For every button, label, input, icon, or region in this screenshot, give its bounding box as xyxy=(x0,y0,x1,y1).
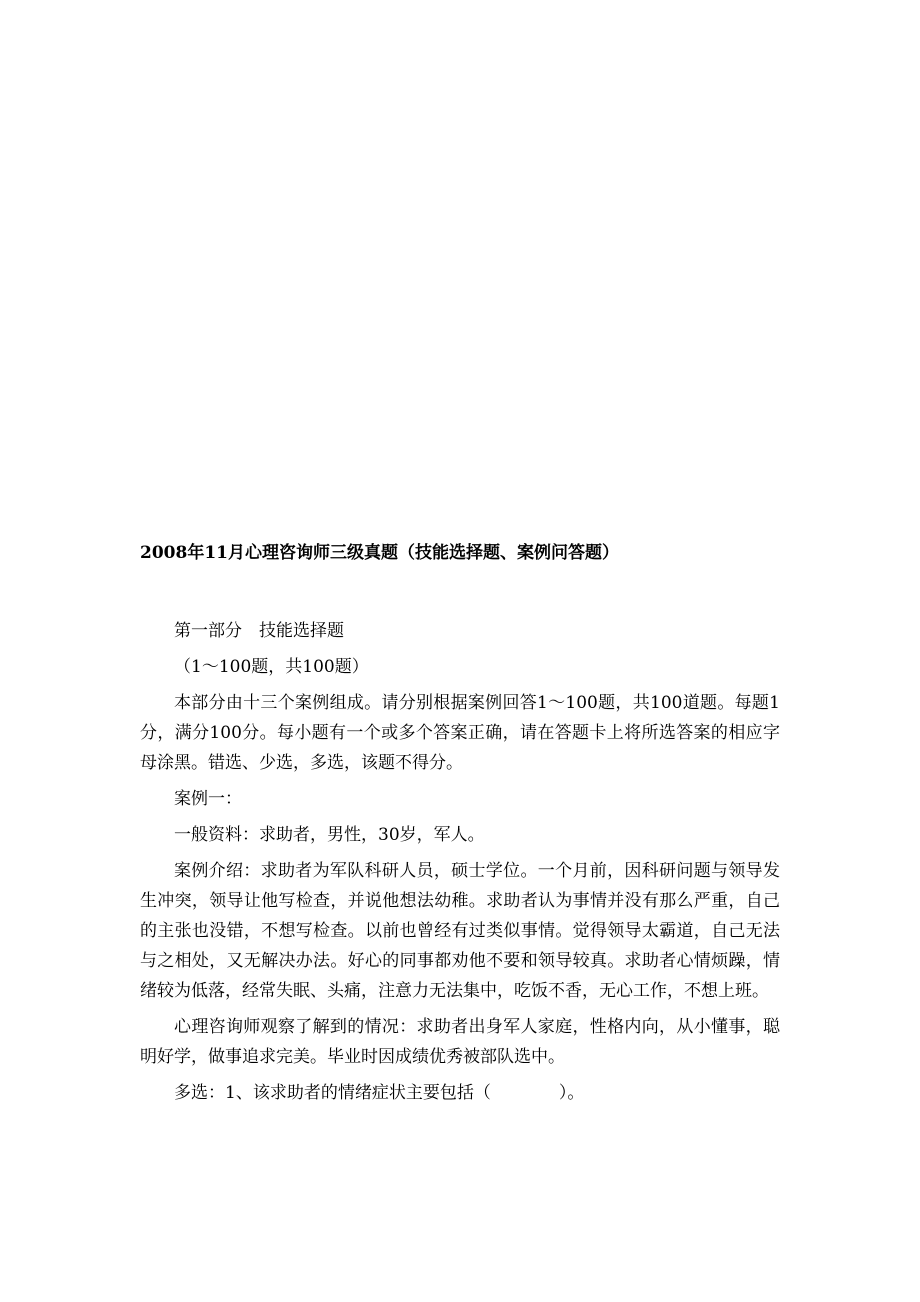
case-intro-paragraph: 案例介绍：求助者为军队科研人员，硕士学位。一个月前，因科研问题与领导发生冲突，领导让他写检查，并说他想法幼稚。求助者认为事情并没有那么严重，自己的主张也没错，不想写检查。以前也曾经有过类似事情。觉得领导太霸道，自己无法与之相处，又无解决办法。好心的同事都劝他不要和领导较真。求助者心情烦躁，情绪较为低落，经常失眠、头痛，注意力无法集中，吃饭不香，无心工作，不想上班。 xyxy=(140,861,780,1001)
section-heading: 第一部分 技能选择题 xyxy=(174,621,344,641)
observation-paragraph: 心理咨询师观察了解到的情况：求助者出身军人家庭，性格内向，从小懂事，聪明好学，做事追求完美。毕业时因成绩优秀被部队选中。 xyxy=(140,1017,780,1067)
general-info-paragraph: 一般资料：求助者，男性，30岁，军人。 xyxy=(174,825,485,845)
case-heading: 案例一： xyxy=(174,789,242,809)
document-body xyxy=(140,616,780,1114)
question-range: （1～100题，共100题） xyxy=(174,657,369,677)
question-1: 多选：1、该求助者的情绪症状主要包括（ ）。 xyxy=(174,1083,585,1103)
document-title: 2008年11月心理咨询师三级真题（技能选择题、案例问答题） xyxy=(140,543,619,563)
instructions-paragraph: 本部分由十三个案例组成。请分别根据案例回答1～100题，共100道题。每题1分，满分100分。每小题有一个或多个答案正确，请在答题卡上将所选答案的相应字母涂黑。错选、少选，多选，该题不得分。 xyxy=(140,693,780,773)
